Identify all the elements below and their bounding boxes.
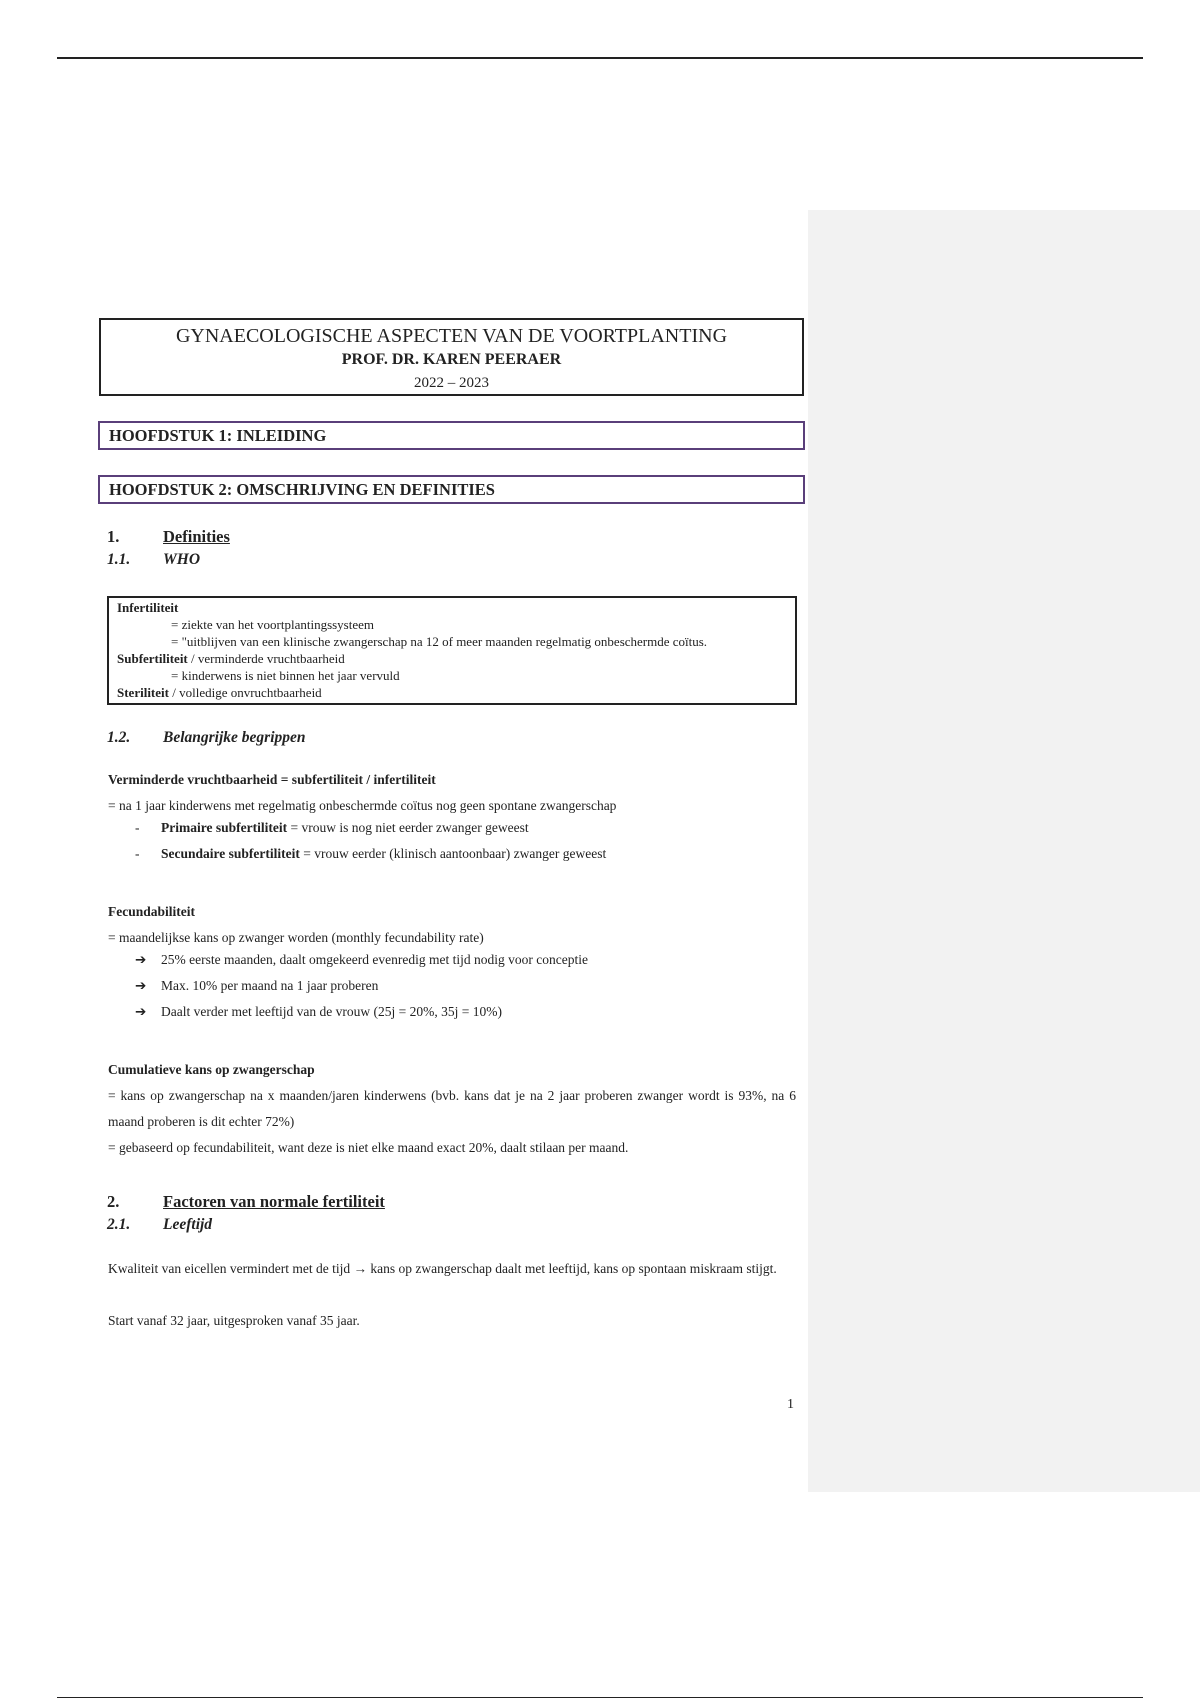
vermind-bullet-2 (135, 846, 606, 862)
arrow-item-text: Daalt verder met leeftijd van de vrouw (25j = 20%, 35j = 10%) (161, 1004, 503, 1019)
definitions-box (107, 596, 797, 705)
chapter-2-heading: HOOFDSTUK 2: OMSCHRIJVING EN DEFINITIES (98, 475, 805, 504)
term-steriliteit: Steriliteit (117, 685, 169, 700)
subsection-title: WHO (163, 551, 201, 568)
vermind-line: = na 1 jaar kinderwens met regelmatig onbeschermde coïtus nog geen spontane zwangerschap (108, 798, 617, 813)
section-2-heading (107, 1192, 385, 1212)
document-title: GYNAECOLOGISCHE ASPECTEN VAN DE VOORTPLANTING (175, 325, 728, 347)
section-number: 1. (107, 527, 120, 546)
definition-line: = kinderwens is niet binnen het jaar vervuld (171, 668, 400, 683)
fecund-line: = maandelijkse kans op zwanger worden (monthly fecundability rate) (108, 930, 484, 945)
comment-pane (808, 210, 1200, 1492)
subsection-number: 1.2. (107, 729, 131, 746)
bullet-term: Primaire subfertiliteit (161, 820, 288, 835)
footer-rule (57, 1697, 1143, 1698)
subsection-number: 1.1. (107, 551, 131, 568)
leeftijd-line-2: Start vanaf 32 jaar, uitgesproken vanaf 35 jaar. (108, 1313, 360, 1328)
arrow-icon: ➔ (135, 978, 147, 993)
fecund-heading: Fecundabiliteit (108, 904, 195, 919)
fecund-arrow-item-2 (135, 978, 378, 994)
fecund-arrow-item-3 (135, 1004, 502, 1020)
chapter-1-heading: HOOFDSTUK 1: INLEIDING (98, 421, 805, 450)
term-description: / volledige onvruchtbaarheid (168, 685, 322, 700)
arrow-item-text: Max. 10% per maand na 1 jaar proberen (161, 978, 379, 993)
cumul-line-2: = gebaseerd op fecundabiliteit, want deze is niet elke maand exact 20%, daalt stilaan per maand. (108, 1140, 629, 1155)
vermind-heading: Verminderde vruchtbaarheid = subfertiliteit / infertiliteit (108, 772, 436, 787)
subsection-number: 2.1. (107, 1216, 131, 1233)
document-years: 2022 – 2023 (414, 375, 489, 391)
section-number: 2. (107, 1192, 120, 1211)
cumul-heading: Cumulatieve kans op zwangerschap (108, 1062, 315, 1077)
dash-marker: - (135, 846, 140, 861)
page-number: 1 (787, 1397, 794, 1412)
fecund-arrow-item-1 (135, 952, 588, 968)
section-title: Factoren van normale fertiliteit (163, 1192, 385, 1211)
title-box (99, 318, 804, 396)
term-infertiliteit: Infertiliteit (117, 600, 179, 615)
term-subfertiliteit: Subfertiliteit (117, 651, 188, 666)
arrow-icon: ➔ (135, 952, 147, 967)
bullet-text: = vrouw is nog niet eerder zwanger geweest (287, 820, 529, 835)
subsection-title: Belangrijke begrippen (163, 729, 306, 746)
subsection-1-1-heading (107, 551, 200, 569)
definition-line: = ziekte van het voortplantingssysteem (171, 617, 375, 632)
leeftijd-line-1: Kwaliteit van eicellen vermindert met de tijd → kans op zwangerschap daalt met leeftijd, kans op spontaan miskraam stijgt. (108, 1261, 777, 1276)
dash-marker: - (135, 820, 140, 835)
vermind-bullet-1 (135, 820, 529, 836)
document-author: PROF. DR. KAREN PEERAER (341, 351, 562, 368)
subsection-title: Leeftijd (163, 1216, 213, 1233)
subsection-2-1-heading (107, 1216, 212, 1234)
arrow-item-text: 25% eerste maanden, daalt omgekeerd evenredig met tijd nodig voor conceptie (161, 952, 588, 967)
section-title: Definities (163, 527, 230, 546)
term-description: / verminderde vruchtbaarheid (187, 651, 345, 666)
arrow-icon: ➔ (135, 1004, 147, 1019)
section-1-heading (107, 527, 230, 547)
cumul-line-1: = kans op zwangerschap na x maanden/jaren kinderwens (bvb. kans dat je na 2 jaar proberen zwanger wordt is 93%, na 6 maand proberen is dit echter 72%) (108, 1088, 796, 1129)
bullet-term: Secundaire subfertiliteit (161, 846, 300, 861)
bullet-text: = vrouw eerder (klinisch aantoonbaar) zwanger geweest (299, 846, 607, 861)
subsection-1-2-heading (107, 729, 306, 747)
header-rule (57, 57, 1143, 59)
definition-line: = "uitblijven van een klinische zwangerschap na 12 of meer maanden regelmatig onbeschermde coïtus. (171, 634, 708, 649)
